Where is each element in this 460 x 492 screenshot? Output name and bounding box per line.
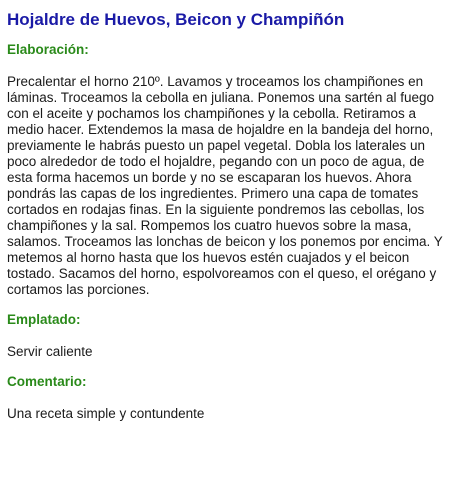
comentario-text: Una receta simple y contundente: [7, 406, 205, 421]
recipe-title: Hojaldre de Huevos, Beicon y Champiñón: [7, 10, 345, 29]
elaboracion-text: Precalentar el horno 210º. Lavamos y troceamos los champiñones en láminas. Troceamos la cebolla en juliana. Ponemos una sartén al fuego con el aceite y pochamos los champiñones y la cebolla. Retiramos a medio hacer. Extendemos la masa de hojaldre en la bandeja del horno, previamente le habrás puesto un papel vegetal. Dobla los laterales un poco alrededor de todo el hojaldre, pegando con un poco de agua, de esta forma hacemos un borde y no se escaparan los huevos. Ahora pondrás las capas de los ingredientes. Primero una capa de tomates cortados en rodajas finas. En la siguiente pondremos las cebollas, los champiñones y la sal. Rompemos los cuatro huevos sobre la masa, salamos. Troceamos las lonchas de beicon y los ponemos por encima. Y metemos al horno hasta que los huevos estén cuajados y el beicon tostado. Sacamos del horno, espolvoreamos con el queso, el orégano y cortamos las porciones.: [7, 74, 443, 297]
comentario-heading: Comentario:: [7, 374, 87, 389]
emplatado-text: Servir caliente: [7, 344, 93, 359]
elaboracion-heading: Elaboración:: [7, 42, 89, 57]
emplatado-heading: Emplatado:: [7, 312, 81, 327]
